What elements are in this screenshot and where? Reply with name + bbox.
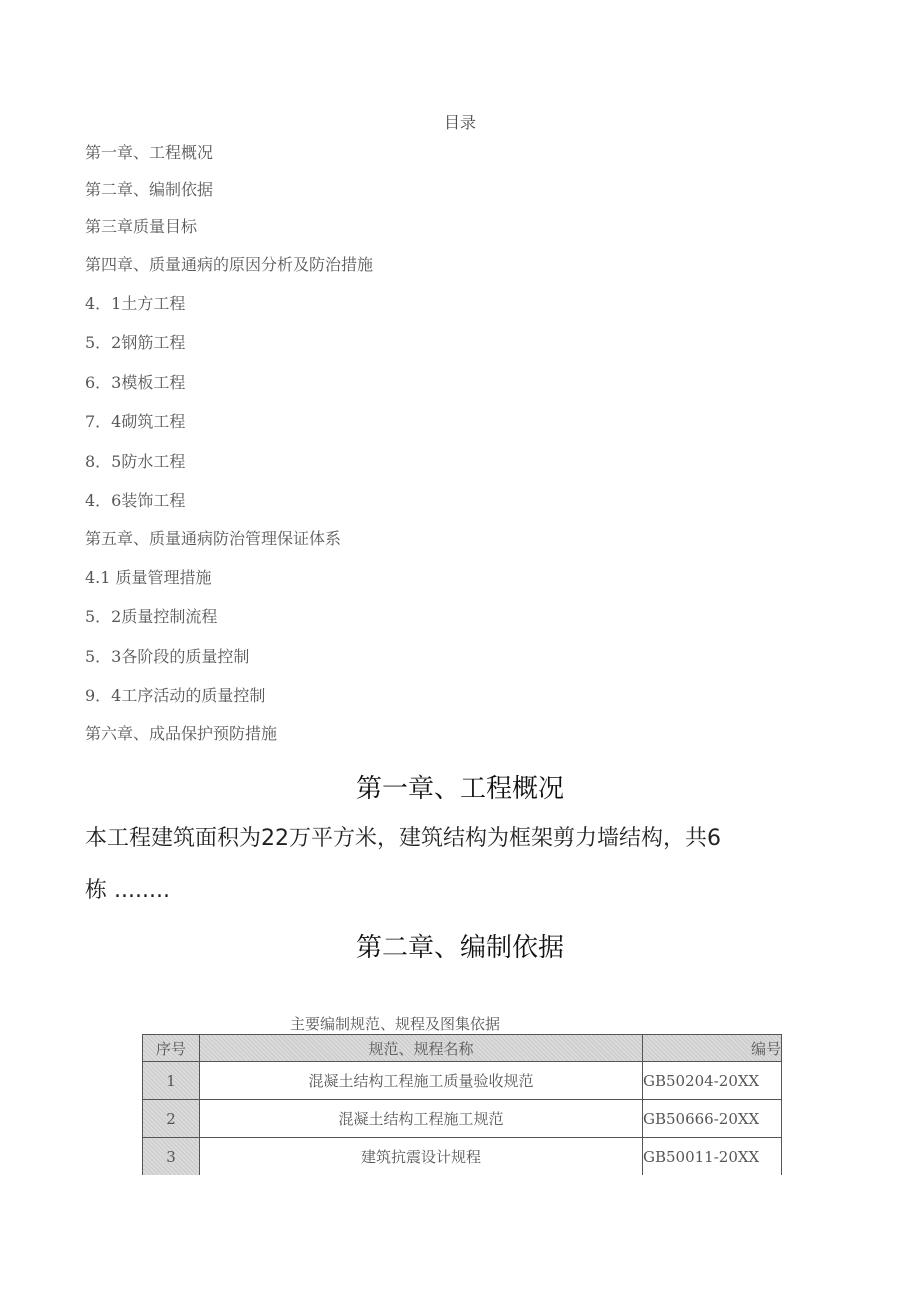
toc-item: 第二章、编制依据 (85, 180, 214, 199)
table-row (143, 1138, 782, 1176)
toc-item: 4．6装饰工程 (85, 491, 186, 510)
toc-item: 5．3各阶段的质量控制 (85, 647, 250, 666)
chapter-heading: 第一章、工程概况 (355, 774, 564, 804)
chapter1-paragraph-line: 本工程建筑面积为22万平方米，建筑结构为框架剪力墙结构，共6 (85, 826, 721, 851)
table-cell: 3 (143, 1138, 200, 1176)
table-cell: 建筑抗震设计规程 (200, 1138, 643, 1176)
toc-item: 5．2质量控制流程 (85, 607, 218, 626)
toc-item: 4.1 质量管理措施 (85, 568, 212, 587)
table-row (143, 1100, 782, 1138)
table-caption: 主要编制规范、规程及图集依据 (290, 1015, 501, 1033)
toc-item: 6．3模板工程 (85, 373, 186, 392)
table-cell: 2 (143, 1100, 200, 1138)
table-cell: 混凝土结构工程施工规范 (200, 1100, 643, 1138)
toc-item: 4．1土方工程 (85, 294, 186, 313)
toc-item: 8．5防水工程 (85, 452, 186, 471)
toc-item: 9．4工序活动的质量控制 (85, 686, 266, 705)
table-row (143, 1062, 782, 1100)
table-cell: 混凝土结构工程施工质量验收规范 (200, 1062, 643, 1100)
table-cell: GB50011-20XX (643, 1138, 782, 1176)
chapter-heading: 第二章、编制依据 (355, 933, 564, 963)
table-header-cell: 规范、规程名称 (200, 1035, 643, 1062)
table-cell: 1 (143, 1062, 200, 1100)
toc-item: 7．4砌筑工程 (85, 412, 186, 431)
chapter1-paragraph-line: 栋 ........ (85, 878, 170, 903)
toc-item: 第五章、质量通病防治管理保证体系 (85, 529, 342, 548)
table-header-cell: 序号 (143, 1035, 200, 1062)
toc-item: 第三章质量目标 (85, 217, 198, 236)
table-cell: GB50204-20XX (643, 1062, 782, 1100)
toc-item: 第一章、工程概况 (85, 143, 214, 162)
toc-item: 5．2钢筋工程 (85, 333, 186, 352)
table-header-row (143, 1035, 782, 1062)
table-header-cell: 编号 (643, 1035, 782, 1062)
norms-table (142, 1034, 782, 1175)
toc-item: 第四章、质量通病的原因分析及防治措施 (85, 255, 374, 274)
toc-title: 目录 (443, 113, 476, 132)
toc-item: 第六章、成品保护预防措施 (85, 724, 278, 743)
table-cell: GB50666-20XX (643, 1100, 782, 1138)
